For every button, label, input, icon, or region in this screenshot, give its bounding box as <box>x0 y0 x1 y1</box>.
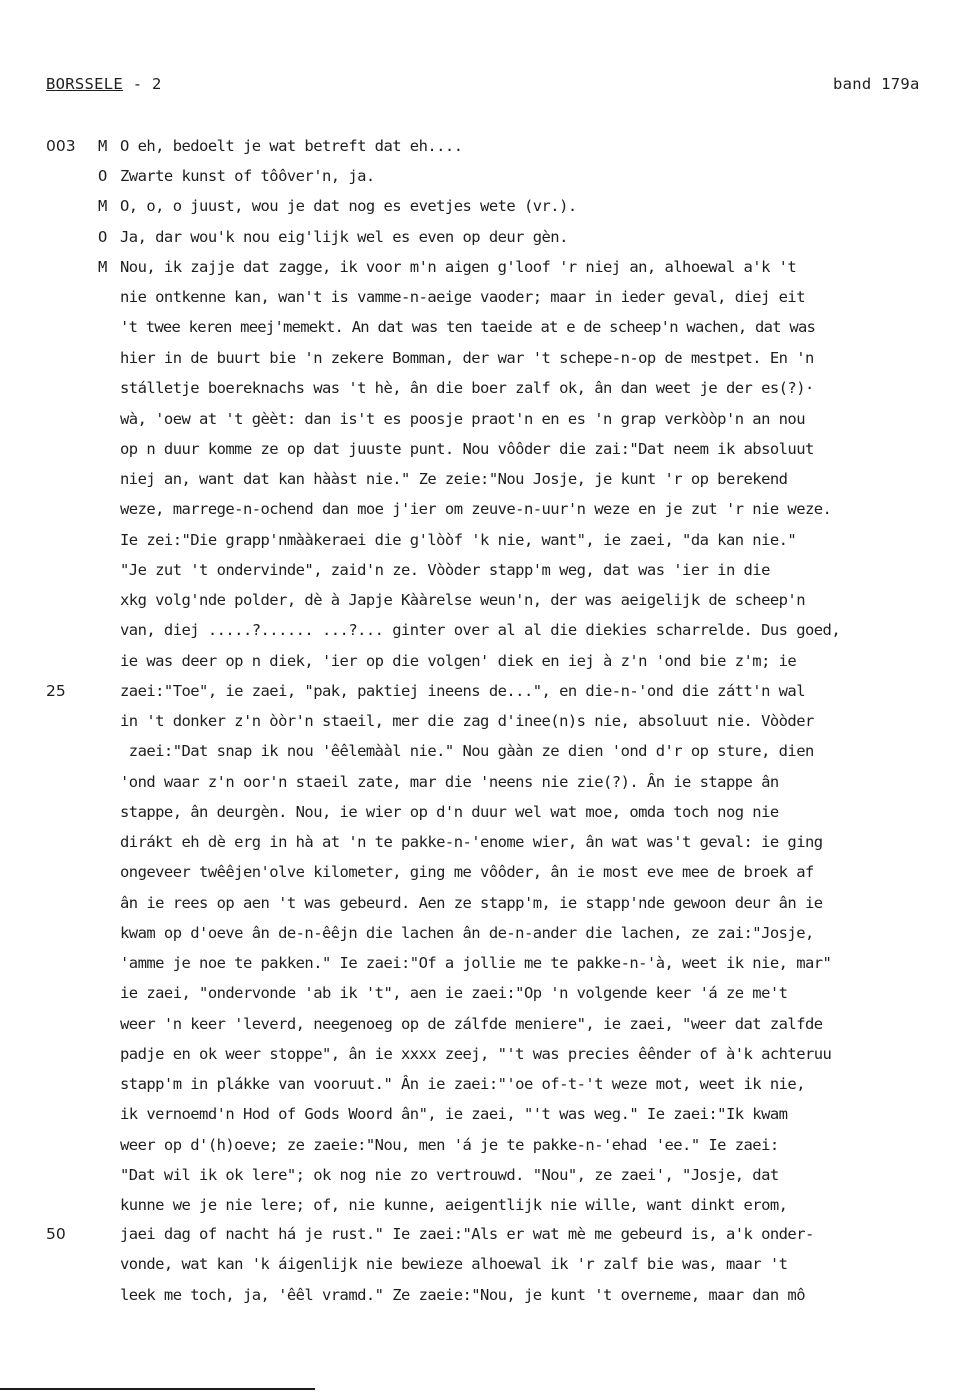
transcript-line: niej an, want dat kan hààst nie." Ze zeie:"Nou Josje, je kunt 'r op berekend <box>120 470 788 488</box>
page-header-left <box>46 75 162 93</box>
transcript-line: "Dat wil ik ok lere"; ok nog nie zo vertrouwd. "Nou", ze zaei', "Josje, dat <box>120 1166 779 1184</box>
transcript-line: ongeveer twêêjen'olve kilometer, ging me vôôder, ân ie most eve mee de broek af <box>120 863 814 881</box>
margin-number: 003 <box>46 137 76 155</box>
transcript-line: wà, 'oew at 't gèèt: dan is't es poosje praot'n en es 'n grap verkòòp'n an nou <box>120 410 805 428</box>
tape-label: band 179a <box>833 75 920 93</box>
transcript-line: ân ie rees op aen 't was gebeurd. Aen ze stapp'm, ie stapp'nde gewoon deur ân ie <box>120 894 823 912</box>
footnote-divider <box>0 1388 315 1390</box>
transcript-line: O eh, bedoelt je wat betreft dat eh.... <box>120 137 463 155</box>
transcript-line: in 't donker z'n òòr'n staeil, mer die zag d'inee(n)s nie, absoluut nie. Vòòder <box>120 712 814 730</box>
transcript-line: weze, marrege-n-ochend dan moe j'ier om zeuve-n-uur'n weze en je zut 'r nie weze. <box>120 500 832 518</box>
transcript-line: zaei:"Dat snap ik nou 'êêlemààl nie." Nou gààn ze dien 'ond d'r op sture, dien <box>120 742 814 760</box>
transcript-line: "Je zut 't ondervinde", zaid'n ze. Vòòder stapp'm weg, dat was 'ier in die <box>120 561 770 579</box>
transcript-line: leek me toch, ja, 'êêl vramd." Ze zaeie:"Nou, je kunt 't overneme, maar dan mô <box>120 1286 805 1304</box>
margin-number: 25 <box>46 682 66 700</box>
transcript-line: van, diej .....?...... ...?... ginter over al al die diekies scharrelde. Dus goed, <box>120 621 841 639</box>
speaker-label: O <box>98 167 108 185</box>
transcript-line: 'ond waar z'n oor'n staeil zate, mar die 'neens nie zie(?). Ân ie stappe ân <box>120 773 779 791</box>
transcript-line: ie zaei, "ondervonde 'ab ik 't", aen ie zaei:"Op 'n volgende keer 'á ze me't <box>120 984 788 1002</box>
transcript-line: zaei:"Toe", ie zaei, "pak, paktiej ineens de...", en die-n-'ond die zátt'n wal <box>120 682 805 700</box>
transcript-line: ik vernoemd'n Hod of Gods Woord ân", ie zaei, "'t was weg." Ie zaei:"Ik kwam <box>120 1105 788 1123</box>
location-title: BORSSELE <box>46 75 124 93</box>
transcript-line: Ja, dar wou'k nou eig'lijk wel es even op deur gèn. <box>120 228 568 246</box>
transcript-line: padje en ok weer stoppe", ân ie xxxx zeej, "'t was precies êênder of à'k achteruu <box>120 1045 832 1063</box>
transcript-line: stappe, ân deurgèn. Nou, ie wier op d'n duur wel wat moe, omda toch nog nie <box>120 803 779 821</box>
transcript-line: jaei dag of nacht há je rust." Ie zaei:"Als er wat mè me gebeurd is, a'k onder- <box>120 1225 814 1243</box>
transcript-line: O, o, o juust, wou je dat nog es evetjes wete (vr.). <box>120 197 577 215</box>
transcript-line: stálletje boereknachs was 't hè, ân die boer zalf ok, ân dan weet je der es(?)· <box>120 379 814 397</box>
transcript-line: op n duur komme ze op dat juuste punt. Nou vôôder die zai:"Dat neem ik absoluut <box>120 440 814 458</box>
transcript-line: weer 'n keer 'leverd, neegenoeg op de zálfde meniere", ie zaei, "weer dat zalfde <box>120 1015 823 1033</box>
transcript-line: nie ontkenne kan, wan't is vamme-n-aeige vaoder; maar in ieder geval, diej eit <box>120 288 805 306</box>
transcript-line: kwam op d'oeve ân de-n-êêjn die lachen ân de-n-ander die lachen, ze zai:"Josje, <box>120 924 814 942</box>
transcript-line: stapp'm in plákke van vooruut." Ân ie zaei:"'oe of-t-'t weze mot, weet ik nie, <box>120 1075 805 1093</box>
page-number: - 2 <box>123 75 162 93</box>
margin-number: 50 <box>46 1225 66 1243</box>
transcript-line: hier in de buurt bie 'n zekere Bomman, der war 't schepe-n-op de mestpet. En 'n <box>120 349 814 367</box>
transcript-line: ie was deer op n diek, 'ier op die volgen' diek en iej à z'n 'ond bie z'm; ie <box>120 652 797 670</box>
transcript-line: xkg volg'nde polder, dè à Japje Kààrelse weun'n, der was aeigelijk de scheep'n <box>120 591 805 609</box>
transcript-line: dirákt eh dè erg in hà at 'n te pakke-n-'enome wier, ân wat was't geval: ie ging <box>120 833 823 851</box>
speaker-label: M <box>98 137 108 155</box>
transcript-line: kunne we je nie lere; of, nie kunne, aeigentlijk nie wille, want dinkt erom, <box>120 1196 788 1214</box>
transcript-line: Ie zei:"Die grapp'nmààkeraei die g'lòòf 'k nie, want", ie zaei, "da kan nie." <box>120 531 797 549</box>
speaker-label: O <box>98 228 108 246</box>
transcript-line: 'amme je noe te pakken." Ie zaei:"Of a jollie me te pakke-n-'à, weet ik nie, mar" <box>120 954 832 972</box>
transcript-line: Nou, ik zajje dat zagge, ik voor m'n aigen g'loof 'r niej an, alhoewal a'k 't <box>120 258 797 276</box>
speaker-label: M <box>98 197 108 215</box>
transcript-line: Zwarte kunst of tôôver'n, ja. <box>120 167 375 185</box>
speaker-label: M <box>98 258 108 276</box>
transcript-line: 't twee keren meej'memekt. An dat was ten taeide at e de scheep'n wachen, dat was <box>120 318 816 336</box>
transcript-line: weer op d'(h)oeve; ze zaeie:"Nou, men 'á je te pakke-n-'ehad 'ee." Ie zaei: <box>120 1136 779 1154</box>
transcript-line: vonde, wat kan 'k áigenlijk nie bewieze alhoewal ik 'r zalf bie was, maar 't <box>120 1255 788 1273</box>
